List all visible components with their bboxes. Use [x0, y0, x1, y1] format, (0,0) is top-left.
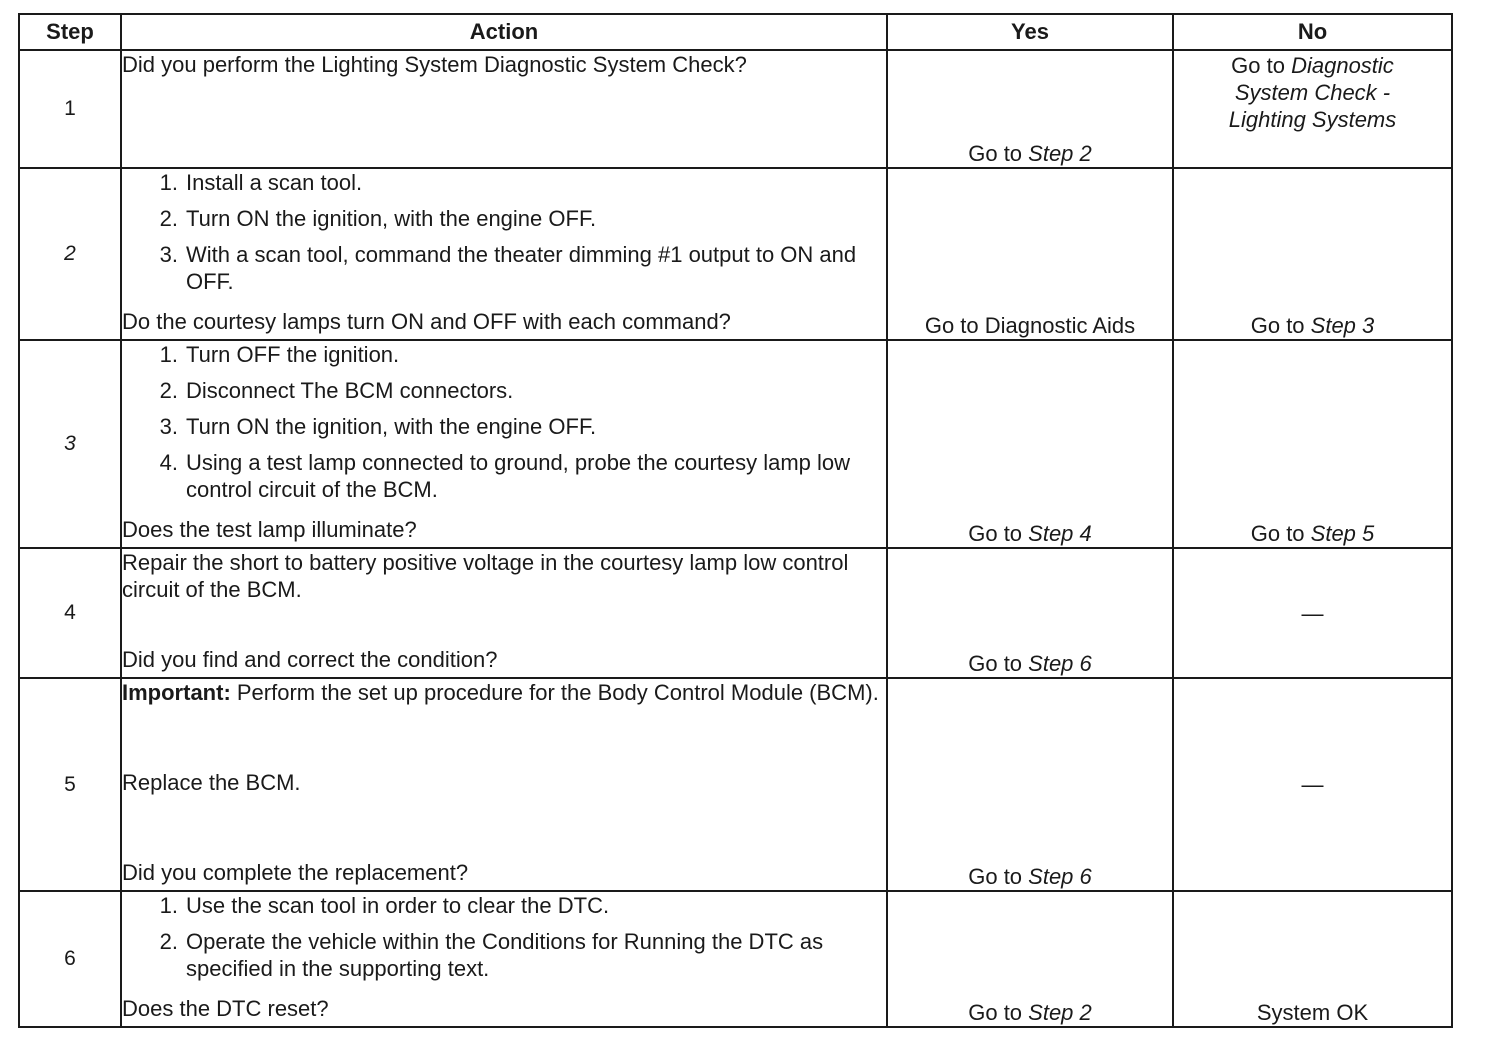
no-prefix: Go to: [1250, 313, 1311, 338]
yes-prefix: Go to: [968, 521, 1029, 546]
list-item: 3. With a scan tool, command the theater dimming #1 output to ON and OFF.: [159, 242, 857, 294]
action-steps: [122, 169, 886, 299]
diagnostic-table-sheet: [18, 13, 1453, 1028]
list-item: 2. Operate the vehicle within the Conditions for Running the DTC as specified in the supporting text.: [159, 929, 824, 981]
action-question: Do the courtesy lamps turn ON and OFF with each command?: [122, 309, 731, 334]
step-number: 3: [19, 340, 121, 548]
no-cell: [1173, 168, 1452, 340]
table-row: [19, 678, 1452, 891]
header-no: No: [1173, 14, 1452, 50]
no-cell: [1173, 548, 1452, 678]
list-item: 2. Turn ON the ignition, with the engine OFF.: [159, 206, 597, 231]
table-row: [19, 50, 1452, 168]
list-item: 4. Using a test lamp connected to ground, probe the courtesy lamp low control circuit of the BCM.: [159, 450, 851, 502]
step-number: 5: [19, 678, 121, 891]
action-cell: [121, 891, 887, 1027]
step-number: 4: [19, 548, 121, 678]
list-item: 1. Turn OFF the ignition.: [159, 342, 400, 367]
action-cell: [121, 548, 887, 678]
table-row: [19, 891, 1452, 1027]
list-item: 2. Disconnect The BCM connectors.: [159, 378, 514, 403]
list-item: 1. Use the scan tool in order to clear the DTC.: [159, 893, 610, 918]
action-question: Does the DTC reset?: [122, 996, 329, 1021]
no-prefix: Go to: [1250, 521, 1311, 546]
no-cell: [1173, 678, 1452, 891]
no-step-link[interactable]: Diagnostic System Check - Lighting Systems: [1228, 53, 1397, 132]
yes-prefix: Go to: [968, 1000, 1029, 1025]
action-question: Did you complete the replacement?: [122, 860, 469, 885]
yes-step-link[interactable]: Step 6: [1028, 651, 1092, 676]
no-step-link[interactable]: Step 5: [1310, 521, 1375, 546]
step-number: 1: [19, 50, 121, 168]
list-item: 3. Turn ON the ignition, with the engine OFF.: [159, 414, 597, 439]
action-question: Did you perform the Lighting System Diagnostic System Check?: [122, 52, 747, 77]
yes-step-link[interactable]: Step 2: [1028, 141, 1092, 166]
action-cell: [121, 168, 887, 340]
important-text: Perform the set up procedure for the Body Control Module (BCM).: [230, 680, 879, 705]
no-dash: —: [1301, 600, 1324, 626]
yes-step-link[interactable]: Step 4: [1028, 521, 1092, 546]
yes-cell: [887, 678, 1173, 891]
no-dash: —: [1301, 772, 1324, 797]
action-cell: [121, 50, 887, 168]
no-cell: [1173, 50, 1452, 168]
action-steps: [122, 341, 886, 507]
action-question: Does the test lamp illuminate?: [122, 517, 417, 542]
step-number: 6: [19, 891, 121, 1027]
no-cell: [1173, 340, 1452, 548]
step-number: 2: [19, 168, 121, 340]
action-steps: [122, 892, 886, 986]
no-prefix: Go to: [1231, 53, 1292, 78]
header-step: Step: [19, 14, 121, 50]
diagnostic-table: [18, 13, 1453, 1028]
header-yes: Yes: [887, 14, 1173, 50]
table-row: [19, 548, 1452, 678]
yes-cell: [887, 50, 1173, 168]
yes-prefix: Go to: [968, 651, 1029, 676]
action-cell: [121, 678, 887, 891]
action-instruction: Replace the BCM.: [122, 770, 301, 795]
no-step-link[interactable]: Step 3: [1310, 313, 1375, 338]
yes-step-link[interactable]: Step 2: [1028, 1000, 1092, 1025]
list-item: 1. Install a scan tool.: [159, 170, 363, 195]
yes-cell: [887, 891, 1173, 1027]
yes-prefix: Go to: [968, 141, 1029, 166]
yes-cell: [887, 168, 1173, 340]
important-note: [122, 679, 886, 706]
action-cell: [121, 340, 887, 548]
yes-text[interactable]: Go to Diagnostic Aids: [924, 313, 1136, 338]
yes-prefix: Go to: [968, 864, 1029, 889]
yes-step-link[interactable]: Step 6: [1028, 864, 1092, 889]
action-instruction: Repair the short to battery positive voltage in the courtesy lamp low control circuit of the BCM.: [122, 550, 849, 602]
no-cell: [1173, 891, 1452, 1027]
header-action: Action: [121, 14, 887, 50]
action-question: Did you find and correct the condition?: [122, 647, 498, 672]
yes-cell: [887, 548, 1173, 678]
no-text: System OK: [1256, 1000, 1369, 1025]
table-row: [19, 340, 1452, 548]
important-label: Important:: [122, 680, 231, 705]
yes-cell: [887, 340, 1173, 548]
table-row: [19, 168, 1452, 340]
header-row: [19, 14, 1452, 50]
